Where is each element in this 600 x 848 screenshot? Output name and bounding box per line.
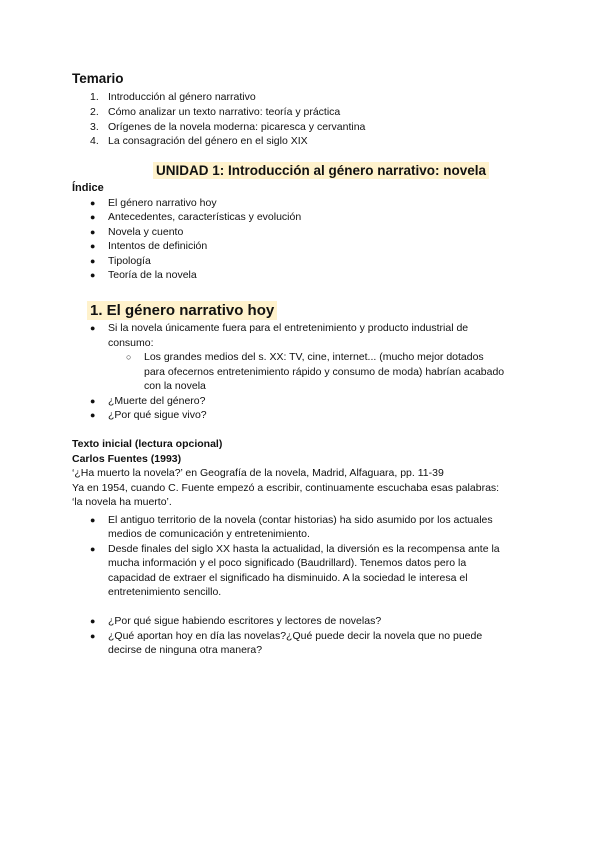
bullet-icon: ● (90, 631, 96, 641)
text-line: medios de comunicación y entretenimiento. (108, 528, 310, 540)
list-text: La consagración del género en el siglo XIX (108, 135, 308, 147)
list-text: Desde finales del siglo XX hasta la actualidad, la diversión es la recompensa ante la (108, 543, 500, 555)
list-text: ¿Por qué sigue vivo? (108, 409, 207, 421)
temario-item (90, 121, 365, 133)
section-bullet (90, 395, 205, 407)
list-text: Si la novela únicamente fuera para el entretenimiento y producto industrial de (108, 322, 469, 334)
text-line: entretenimiento sencillo. (108, 586, 222, 598)
list-number: 2. (90, 106, 99, 118)
author-heading: Carlos Fuentes (1993) (72, 453, 182, 465)
text-line: para ofecernos entretenimiento rápido y consumo de moda) habrían acabado (144, 366, 505, 378)
indice-item (90, 197, 217, 209)
bullet-icon: ● (90, 212, 96, 222)
citation: ‘¿Ha muerto la novela?’ en Geografía de la novela, Madrid, Alfaguara, pp. 11-39 (72, 467, 444, 479)
sub-bullet (126, 351, 484, 363)
indice-item (90, 269, 197, 281)
temario-item (90, 106, 340, 118)
text-line: consumo: (108, 337, 154, 349)
bullet-icon: ● (90, 616, 96, 626)
list-text: ¿Muerte del género? (108, 395, 206, 407)
list-text: Cómo analizar un texto narrativo: teoría y práctica (108, 106, 341, 118)
list-text: Orígenes de la novela moderna: picaresca y cervantina (108, 121, 366, 133)
section-bullet (90, 322, 468, 334)
indice-heading: Índice (72, 182, 104, 194)
bullet-icon: ● (90, 270, 96, 280)
section-bullet (90, 514, 493, 526)
bullet-icon: ● (90, 515, 96, 525)
list-number: 4. (90, 135, 99, 147)
section-bullet (90, 409, 207, 421)
list-text: Tipología (108, 255, 151, 267)
indice-item (90, 255, 151, 267)
indice-item (90, 226, 183, 238)
list-text: Introducción al género narrativo (108, 91, 256, 103)
text-line: ‘la novela ha muerto’. (72, 496, 172, 508)
question-bullet (90, 615, 381, 627)
unit-title: UNIDAD 1: Introducción al género narrativo: novela (153, 162, 489, 179)
bullet-icon: ● (90, 396, 96, 406)
text-line: decirse de ninguna otra manera? (108, 644, 263, 656)
list-text: Novela y cuento (108, 226, 184, 238)
list-text: ¿Qué aportan hoy en día las novelas?¿Qué puede decir la novela que no puede (108, 630, 483, 642)
text-line: Ya en 1954, cuando C. Fuente empezó a escribir, continuamente escuchaba esas palabras: (72, 482, 500, 494)
bullet-icon: ● (90, 198, 96, 208)
list-text: Teoría de la novela (108, 269, 197, 281)
list-text: El género narrativo hoy (108, 197, 217, 209)
text-line: mucha información y el poco significado (Baudrillard). Tenemos datos pero la (108, 557, 467, 569)
list-number: 1. (90, 91, 99, 103)
bullet-icon: ● (90, 241, 96, 251)
list-text: ¿Por qué sigue habiendo escritores y lectores de novelas? (108, 615, 382, 627)
bullet-icon: ● (90, 323, 96, 333)
list-text: Intentos de definición (108, 240, 208, 252)
section-title: 1. El género narrativo hoy (87, 301, 277, 320)
text-line: con la novela (144, 380, 206, 392)
temario-heading: Temario (72, 71, 124, 86)
temario-item (90, 91, 256, 103)
indice-item (90, 211, 301, 223)
list-text: Antecedentes, características y evolución (108, 211, 302, 223)
texto-inicial-heading: Texto inicial (lectura opcional) (72, 438, 223, 450)
bullet-icon: ● (90, 544, 96, 554)
question-bullet (90, 630, 482, 642)
list-number: 3. (90, 121, 99, 133)
list-text: Los grandes medios del s. XX: TV, cine, internet... (mucho mejor dotados (144, 351, 484, 363)
bullet-icon: ● (90, 227, 96, 237)
list-text: El antiguo territorio de la novela (contar historias) ha sido asumido por los actuales (108, 514, 493, 526)
indice-item (90, 240, 207, 252)
bullet-icon: ● (90, 256, 96, 266)
temario-item (90, 135, 308, 147)
bullet-icon: ● (90, 410, 96, 420)
text-line: capacidad de extraer el significado ha disminuido. A la sociedad le interesa el (108, 572, 468, 584)
circle-bullet-icon: ○ (126, 352, 132, 362)
section-bullet (90, 543, 500, 555)
